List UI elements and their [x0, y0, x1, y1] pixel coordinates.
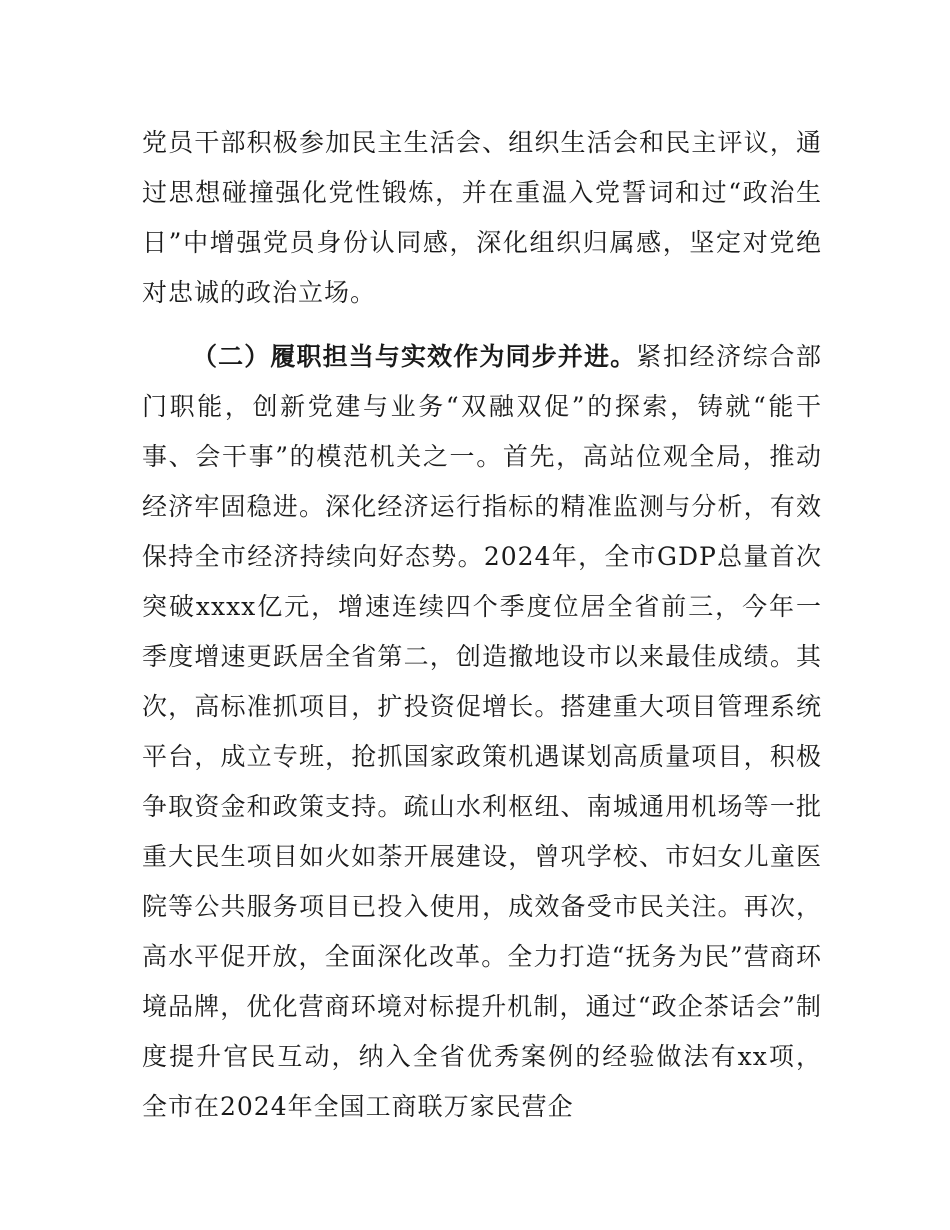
- section-body-text: 紧扣经济综合部门职能，创新党建与业务“双融双促”的探索，铸就“能干事、会干事”的模范机关之一。首先，高站位观全局，推动经济牢固稳进。深化经济运行指标的精准监测与分析，有效保持全市经济持续向好态势。2024年，全市GDP总量首次突破xxxx亿元，增速连续四个季度位居全省前三，今年一季度增速更跃居全省第二，创造撤地设市以来最佳成绩。其次，高标准抓项目，扩投资促增长。搭建重大项目管理系统平台，成立专班，抢抓国家政策机遇谋划高质量项目，积极争取资金和政策支持。疏山水利枢纽、南城通用机场等一批重大民生项目如火如荼开展建设，曾巩学校、市妇女儿童医院等公共服务项目已投入使用，成效备受市民关注。再次，高水平促开放，全面深化改革。全力打造“抚务为民”营商环境品牌，优化营商环境对标提升机制，通过“政企茶话会”制度提升官民互动，纳入全省优秀案例的经验做法有xx项，全市在2024年全国工商联万家民营企: [142, 342, 822, 1121]
- section-heading: （二）履职担当与实效作为同步并进。: [192, 342, 637, 371]
- paragraph-party-activities: 党员干部积极参加民主生活会、组织生活会和民主评议，通过思想碰撞强化党性锻炼，并在重温入党誓词和过“政治生日”中增强党员身份认同感，深化组织归属感，坚定对党绝对忠诚的政治立场。: [142, 128, 822, 307]
- document-body: [142, 118, 822, 1132]
- paragraph-performance-section: [142, 332, 822, 1132]
